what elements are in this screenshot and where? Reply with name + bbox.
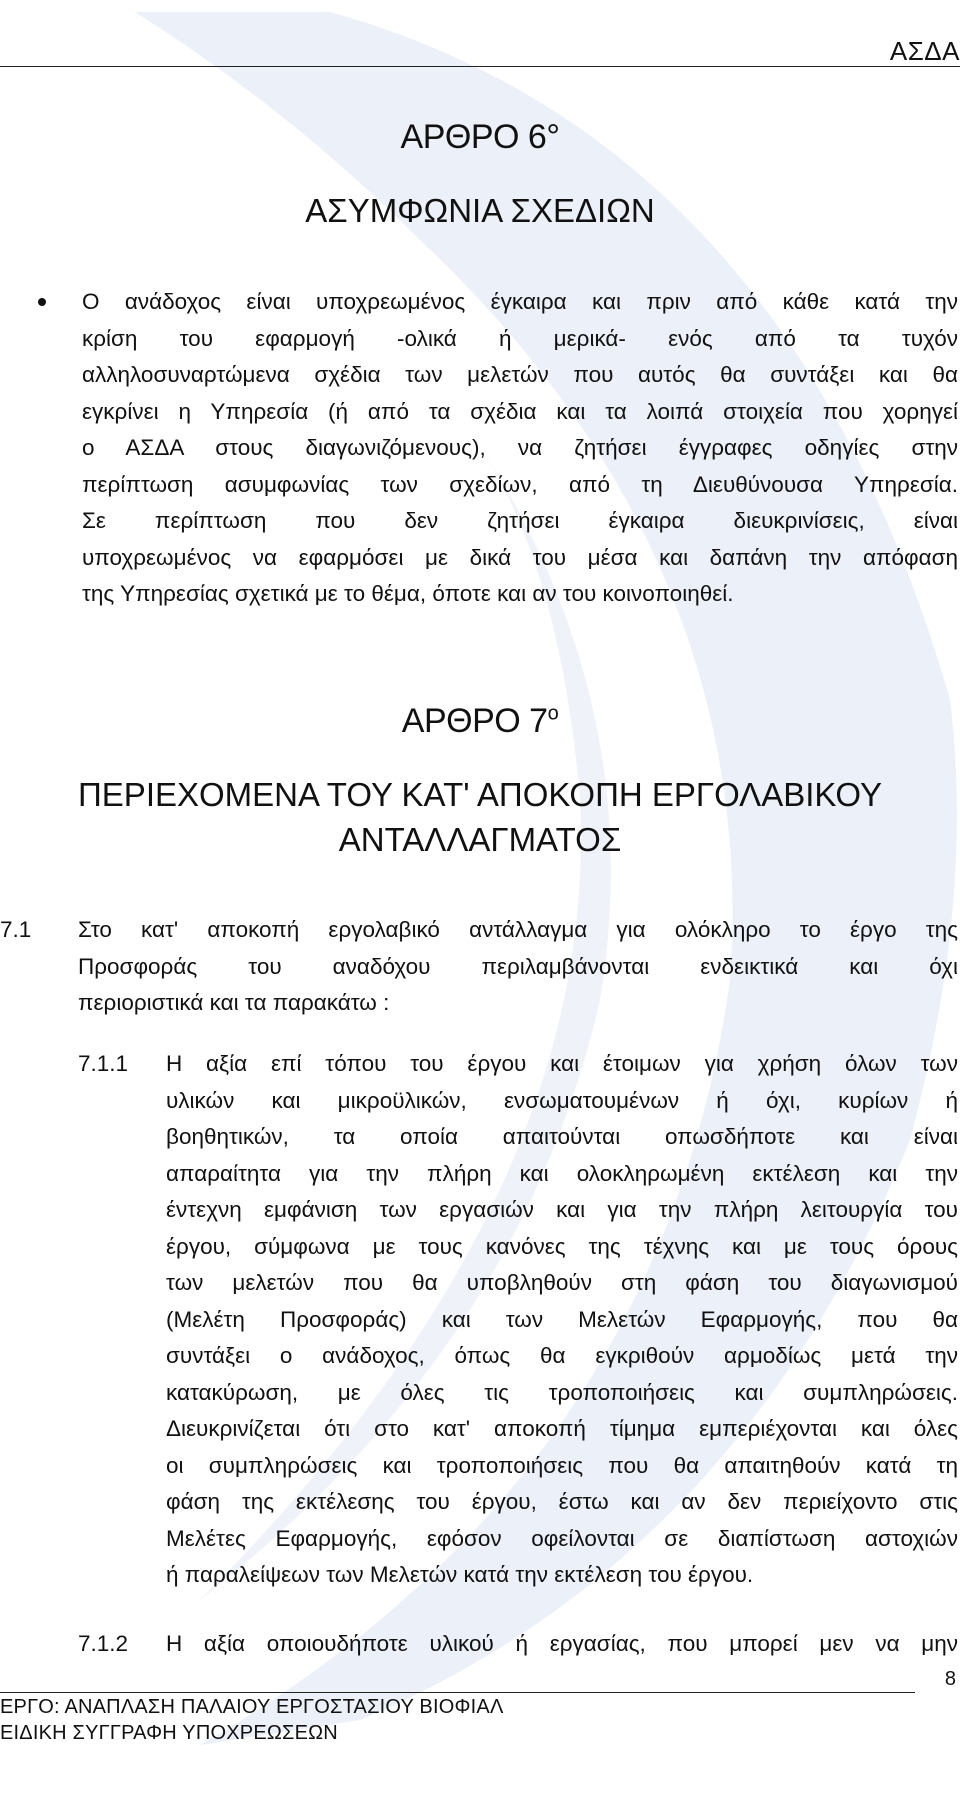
paragraph-line: περίπτωση ασυμφωνίας των σχεδίων, από τη Διευθύνουσα Υπηρεσία. <box>82 471 958 497</box>
article-7-title <box>0 702 960 741</box>
paragraph-line: απαραίτητα για την πλήρη και ολοκληρωμένη εκτέλεση και την <box>166 1160 958 1186</box>
paragraph-line: Μελέτες Εφαρμογής, εφόσον οφείλονται σε διαπίστωση αστοχιών <box>166 1525 958 1551</box>
footer-project-title: ΕΡΓΟ: ΑΝΑΠΛΑΣΗ ΠΑΛΑΙΟΥ ΕΡΓΟΣΤΑΣΙΟΥ ΒΙΟΦΙΑΛ <box>0 1696 504 1718</box>
paragraph-line: ο ΑΣΔΑ στους διαγωνιζόμενους), να ζητήσει έγγραφες οδηγίες στην <box>82 435 958 460</box>
section-7-1-paragraph <box>78 912 958 1022</box>
header-organization: ΑΣΔΑ <box>889 36 960 66</box>
header-divider <box>0 66 960 67</box>
paragraph-line: φάση της εκτέλεσης του έργου, έστω και αν δεν περιείχοντο στις <box>166 1489 958 1514</box>
article-6-paragraph <box>82 284 958 613</box>
paragraph-line: των μελετών που θα υποβληθούν στη φάση του διαγωνισμού <box>166 1270 958 1295</box>
footer-document-title: ΕΙΔΙΚΗ ΣΥΓΓΡΑΦΗ ΥΠΟΧΡΕΩΣΕΩΝ <box>0 1722 338 1744</box>
paragraph-line: έντεχνη εμφάνιση των εργασιών και για την πλήρη λειτουργία του <box>166 1197 958 1222</box>
paragraph-line: υλικών και μικροϋλικών, ενσωματουμένων ή όχι, κυρίων ή <box>166 1087 958 1113</box>
paragraph-line: (Μελέτη Προσφοράς) και των Μελετών Εφαρμογής, που θα <box>166 1306 958 1332</box>
paragraph-line: συντάξει ο ανάδοχος, όπως θα εγκριθούν αρμοδίως μετά την <box>166 1343 958 1368</box>
paragraph-line: περιοριστικά και τα παρακάτω : <box>78 990 390 1015</box>
article-7-title-superscript: ο <box>547 702 559 725</box>
paragraph-line: αλληλοσυναρτώμενα σχέδια των μελετών που αυτός θα συντάξει και θα <box>82 362 958 387</box>
section-7-1-1-number: 7.1.1 <box>78 1051 129 1076</box>
section-7-1-2-number: 7.1.2 <box>78 1631 129 1656</box>
page-number: 8 <box>944 1668 956 1690</box>
section-7-1-number: 7.1 <box>0 917 32 942</box>
article-6-title: ΑΡΘΡΟ 6° <box>400 118 560 156</box>
paragraph-line: εγκρίνει η Υπηρεσία (ή από τα σχέδια και τα λοιπά στοιχεία που χορηγεί <box>82 398 958 424</box>
paragraph-line: Η αξία επί τόπου του έργου και έτοιμων για χρήση όλων των <box>166 1051 958 1076</box>
paragraph-line: έργου, σύμφωνα με τους κανόνες της τέχνης και με τους όρους <box>166 1233 958 1259</box>
article-7-heading-line: ΑΝΤΑΛΛΑΓΜΑΤΟΣ <box>338 821 622 858</box>
paragraph-line: κατακύρωση, με όλες τις τροποποιήσεις και συμπληρώσεις. <box>166 1379 958 1405</box>
article-7-heading <box>0 772 960 862</box>
paragraph-line: Η αξία οποιουδήποτε υλικού ή εργασίας, που μπορεί μεν να μην <box>166 1631 958 1656</box>
paragraph-line: ή παραλείψεων των Μελετών κατά την εκτέλεση του έργου. <box>166 1562 754 1587</box>
paragraph-line: υποχρεωμένος να εφαρμόσει με δικά του μέσα και δαπάνη την απόφαση <box>82 544 958 570</box>
paragraph-line: Στο κατ' αποκοπή εργολαβικό αντάλλαγμα για ολόκληρο το έργο της <box>78 917 958 942</box>
paragraph-line: Προσφοράς του αναδόχου περιλαμβάνονται ενδεικτικά και όχι <box>78 953 958 979</box>
section-7-1-2-paragraph <box>166 1626 958 1663</box>
paragraph-line: της Υπηρεσίας σχετικά με το θέμα, όποτε και αν του κοινοποιηθεί. <box>82 581 734 606</box>
paragraph-line: Σε περίπτωση που δεν ζητήσει έγκαιρα διευκρινίσεις, είναι <box>82 508 958 533</box>
paragraph-line: βοηθητικών, τα οποία απαιτούνται οπωσδήποτε και είναι <box>166 1124 958 1149</box>
footer-divider <box>0 1692 915 1693</box>
paragraph-line: κρίση του εφαρμογή -ολικά ή μερικά- ενός από τα τυχόν <box>82 325 958 351</box>
article-6-heading: ΑΣΥΜΦΩΝΙΑ ΣΧΕΔΙΩΝ <box>305 192 655 229</box>
paragraph-line: οι συμπληρώσεις και τροποποιήσεις που θα απαιτηθούν κατά τη <box>166 1452 958 1478</box>
paragraph-line: Διευκρινίζεται ότι στο κατ' αποκοπή τίμημα εμπεριέχονται και όλες <box>166 1416 958 1441</box>
article-7-heading-line: ΠΕΡΙΕΧΟΜΕΝΑ ΤΟΥ ΚΑΤ' ΑΠΟΚΟΠΗ ΕΡΓΟΛΑΒΙΚΟΥ <box>77 776 883 813</box>
bullet-point <box>38 298 46 306</box>
paragraph-line: Ο ανάδοχος είναι υποχρεωμένος έγκαιρα και πριν από κάθε κατά την <box>82 289 958 314</box>
article-7-title-text: ΑΡΘΡΟ 7 <box>401 702 548 740</box>
section-7-1-1-paragraph <box>166 1046 958 1594</box>
